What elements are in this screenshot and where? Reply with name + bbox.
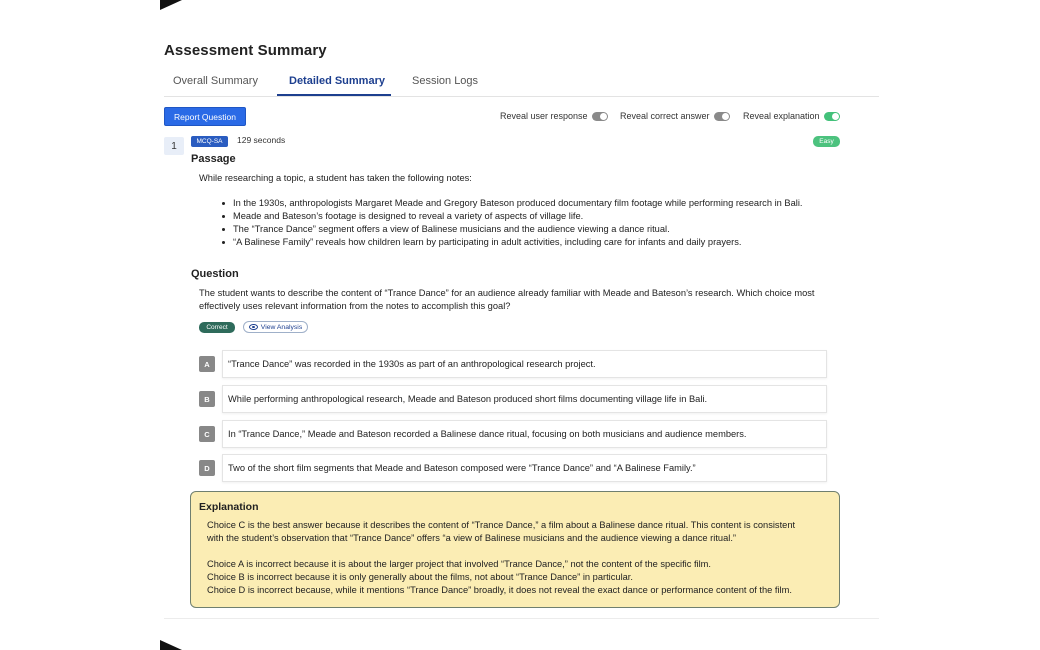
choice-text: In “Trance Dance,” Meade and Bateson recorded a Balinese dance ritual, focusing on both musicians and audience members. — [222, 420, 827, 448]
corner-decoration-top — [160, 0, 182, 10]
choice-letter: A — [199, 356, 215, 372]
toggle-knob — [832, 113, 839, 120]
tab-overall-summary[interactable]: Overall Summary — [173, 75, 258, 87]
explanation-line: Choice B is incorrect because it is only generally about the films, not about “Trance Dance” in particular. — [207, 572, 633, 582]
explanation-line: Choice C is the best answer because it describes the content of “Trance Dance,” a film about a Balinese dance ritual. This content is consistent — [207, 520, 796, 530]
question-text: The student wants to describe the content of “Trance Dance” for an audience already familiar with Meade and Bateson’s research. Which choice most effectively uses relevant information from the notes to accomplish this goal? — [199, 288, 815, 311]
list-item: “A Balinese Family” reveals how children learn by participating in adult activities, including care for infants and daily prayers. — [220, 236, 803, 249]
toggle-label: Reveal correct answer — [620, 111, 710, 121]
corner-decoration-bottom — [160, 640, 182, 650]
choice-letter: B — [199, 391, 215, 407]
explanation-panel — [190, 491, 840, 608]
choice-text: “Trance Dance” was recorded in the 1930s as part of an anthropological research project. — [222, 350, 827, 378]
passage-notes-list — [220, 197, 803, 249]
list-item: Meade and Bateson’s footage is designed to reveal a variety of aspects of village life. — [220, 210, 803, 223]
passage-heading: Passage — [191, 153, 236, 165]
choice-d[interactable] — [199, 454, 827, 482]
reveal-correct-answer-toggle[interactable] — [620, 111, 730, 121]
list-item: The “Trance Dance” segment offers a view of Balinese musicians and the audience viewing a dance ritual. — [220, 223, 803, 236]
choice-a[interactable] — [199, 350, 827, 378]
view-analysis-label: View Analysis — [260, 323, 303, 331]
question-heading: Question — [191, 268, 239, 280]
reveal-user-response-toggle[interactable] — [500, 111, 608, 121]
explanation-title: Explanation — [199, 501, 259, 513]
question-number: 1 — [164, 137, 184, 155]
choice-text: While performing anthropological research, Meade and Bateson produced short films documenting village life in Bali. — [222, 385, 827, 413]
toggle-label: Reveal user response — [500, 111, 588, 121]
toggle-knob — [722, 113, 729, 120]
page-title: Assessment Summary — [164, 42, 327, 59]
result-badge: Correct — [199, 322, 235, 333]
time-spent: 129 seconds — [237, 135, 286, 145]
choice-b[interactable] — [199, 385, 827, 413]
choice-c[interactable] — [199, 420, 827, 448]
explanation-line: Choice A is incorrect because it is about the larger project that involved “Trance Dance,” not the content of the specific film. — [207, 559, 712, 569]
explanation-line: Choice D is incorrect because, while it mentions “Trance Dance” broadly, it does not reveal the exact dance or performance content of the film. — [207, 585, 792, 595]
toggle-switch[interactable] — [592, 112, 608, 121]
toggle-label: Reveal explanation — [743, 111, 820, 121]
toggle-knob — [600, 113, 607, 120]
choice-text: Two of the short film segments that Meade and Bateson composed were “Trance Dance” and “A Balinese Family.” — [222, 454, 827, 482]
passage-intro: While researching a topic, a student has taken the following notes: — [199, 173, 472, 183]
tab-detailed-summary[interactable]: Detailed Summary — [289, 75, 385, 87]
question-type-badge: MCQ-SA — [191, 136, 228, 147]
eye-icon — [249, 324, 258, 330]
toggle-switch[interactable] — [824, 112, 840, 121]
divider — [164, 618, 879, 619]
list-item: In the 1930s, anthropologists Margaret Meade and Gregory Bateson produced documentary film footage while performing research in Bali. — [220, 197, 803, 210]
reveal-explanation-toggle[interactable] — [743, 111, 840, 121]
view-analysis-button[interactable] — [243, 321, 308, 333]
report-question-button[interactable]: Report Question — [164, 107, 246, 126]
choice-letter: C — [199, 426, 215, 442]
difficulty-badge: Easy — [813, 136, 840, 147]
explanation-line: with the student’s observation that “Trance Dance” offers “a view of Balinese musicians and the audience viewing a dance ritual.” — [207, 533, 737, 543]
tab-session-logs[interactable]: Session Logs — [412, 75, 479, 87]
choice-letter: D — [199, 460, 215, 476]
tab-bar — [164, 70, 879, 97]
active-tab-indicator — [277, 94, 391, 96]
toggle-switch[interactable] — [714, 112, 730, 121]
